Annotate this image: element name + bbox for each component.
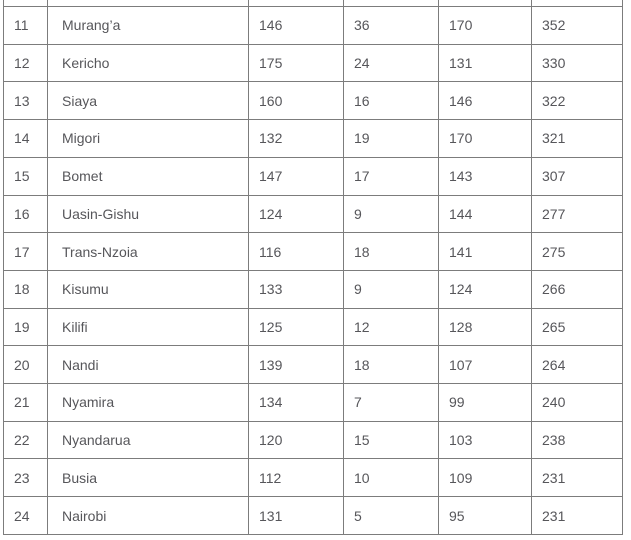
value-cell: 141 <box>439 233 532 271</box>
total-cell: 321 <box>532 120 623 158</box>
total-cell: 322 <box>532 82 623 120</box>
value-cell: 9 <box>344 270 439 308</box>
table-row <box>4 157 623 195</box>
county-cell: Nairobi <box>48 497 249 535</box>
value-cell: 107 <box>439 346 532 384</box>
county-cell: Uasin-Gishu <box>48 195 249 233</box>
value-cell: 109 <box>439 459 532 497</box>
rank-cell: 13 <box>4 82 48 120</box>
table-row <box>4 459 623 497</box>
value-cell: 7 <box>344 384 439 422</box>
value-cell: 147 <box>249 157 344 195</box>
value-cell: 124 <box>439 270 532 308</box>
value-cell: 5 <box>344 497 439 535</box>
rank-cell: 19 <box>4 308 48 346</box>
value-cell: 95 <box>439 497 532 535</box>
value-cell: 9 <box>344 195 439 233</box>
value-cell: 19 <box>344 120 439 158</box>
table-row <box>4 384 623 422</box>
total-cell: 330 <box>532 44 623 82</box>
total-cell: 352 <box>532 7 623 45</box>
value-cell: 120 <box>249 421 344 459</box>
total-cell: 275 <box>532 233 623 271</box>
county-cell: Nyamira <box>48 384 249 422</box>
county-cell: Kilifi <box>48 308 249 346</box>
table-row <box>4 82 623 120</box>
rank-cell: 22 <box>4 421 48 459</box>
total-cell: 277 <box>532 195 623 233</box>
value-cell: 170 <box>439 120 532 158</box>
county-cell: Kisumu <box>48 270 249 308</box>
total-cell: 264 <box>532 346 623 384</box>
county-cell: Siaya <box>48 82 249 120</box>
value-cell: 116 <box>249 233 344 271</box>
rank-cell: 21 <box>4 384 48 422</box>
value-cell: 103 <box>439 421 532 459</box>
table-row <box>4 346 623 384</box>
value-cell: 99 <box>439 384 532 422</box>
value-cell: 10 <box>344 459 439 497</box>
rank-cell: 18 <box>4 270 48 308</box>
value-cell: 170 <box>439 7 532 45</box>
value-cell: 132 <box>249 120 344 158</box>
table-row <box>4 270 623 308</box>
value-cell: 146 <box>249 7 344 45</box>
table-row <box>4 233 623 271</box>
table-row <box>4 120 623 158</box>
value-cell: 146 <box>439 82 532 120</box>
value-cell: 134 <box>249 384 344 422</box>
rank-cell: 20 <box>4 346 48 384</box>
total-cell: 307 <box>532 157 623 195</box>
county-cell: Busia <box>48 459 249 497</box>
county-cell: Nyandarua <box>48 421 249 459</box>
value-cell: 125 <box>249 308 344 346</box>
value-cell: 16 <box>344 82 439 120</box>
rank-cell: 14 <box>4 120 48 158</box>
total-cell: 231 <box>532 459 623 497</box>
table-row <box>4 44 623 82</box>
value-cell: 131 <box>249 497 344 535</box>
table-row <box>4 308 623 346</box>
county-cell: Migori <box>48 120 249 158</box>
county-cell: Trans-Nzoia <box>48 233 249 271</box>
total-cell: 266 <box>532 270 623 308</box>
rank-cell: 23 <box>4 459 48 497</box>
value-cell: 143 <box>439 157 532 195</box>
value-cell: 133 <box>249 270 344 308</box>
value-cell: 139 <box>249 346 344 384</box>
value-cell: 15 <box>344 421 439 459</box>
value-cell: 18 <box>344 233 439 271</box>
county-cell: Nandi <box>48 346 249 384</box>
table-row <box>4 421 623 459</box>
value-cell: 17 <box>344 157 439 195</box>
county-data-table <box>3 0 623 535</box>
value-cell: 24 <box>344 44 439 82</box>
rank-cell: 16 <box>4 195 48 233</box>
table-row <box>4 497 623 535</box>
total-cell: 265 <box>532 308 623 346</box>
rank-cell: 17 <box>4 233 48 271</box>
value-cell: 128 <box>439 308 532 346</box>
total-cell: 240 <box>532 384 623 422</box>
value-cell: 131 <box>439 44 532 82</box>
table-row <box>4 7 623 45</box>
rank-cell: 11 <box>4 7 48 45</box>
county-cell: Kericho <box>48 44 249 82</box>
rank-cell: 15 <box>4 157 48 195</box>
rank-cell: 24 <box>4 497 48 535</box>
total-cell: 231 <box>532 497 623 535</box>
value-cell: 124 <box>249 195 344 233</box>
value-cell: 160 <box>249 82 344 120</box>
value-cell: 175 <box>249 44 344 82</box>
rank-cell: 12 <box>4 44 48 82</box>
table-row <box>4 195 623 233</box>
value-cell: 18 <box>344 346 439 384</box>
value-cell: 36 <box>344 7 439 45</box>
value-cell: 12 <box>344 308 439 346</box>
county-cell: Murang’a <box>48 7 249 45</box>
total-cell: 238 <box>532 421 623 459</box>
county-cell: Bomet <box>48 157 249 195</box>
value-cell: 112 <box>249 459 344 497</box>
value-cell: 144 <box>439 195 532 233</box>
